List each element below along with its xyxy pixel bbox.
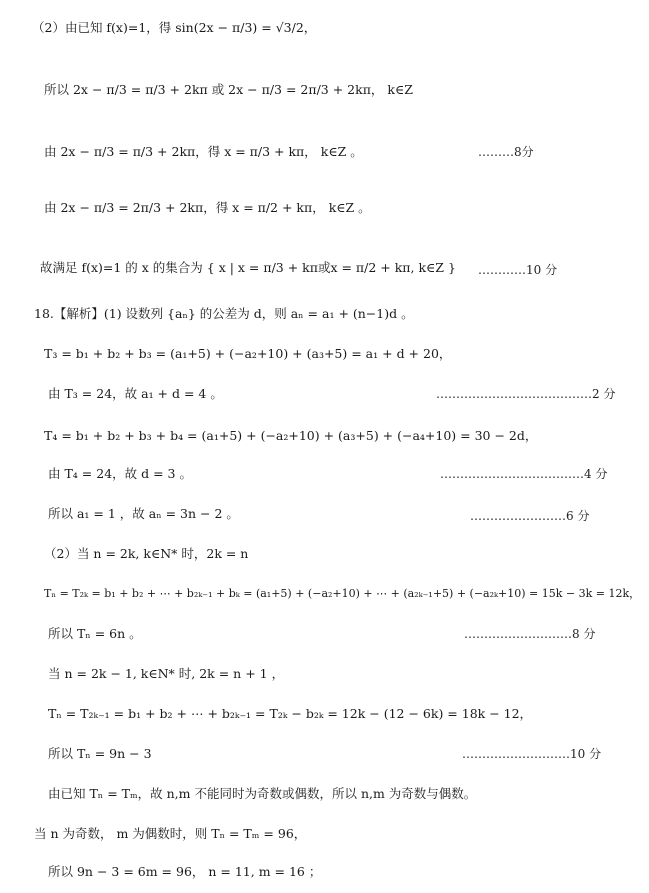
score-6: ……………………6 分: [470, 509, 590, 523]
p2b-line-9: 所以 9n − 3 = 6m = 96， n = 11, m = 16 ；: [48, 864, 322, 879]
p2b-line-2: Tₙ = T₂ₖ = b₁ + b₂ + ⋯ + b₂ₖ₋₁ + bₖ = (a₁+5) + (−a₂+10) + ⋯ + (a₂ₖ₋₁+5) + (−a₂ₖ+10) = 15k − 3k = 12k，: [44, 587, 641, 600]
p2b-line-6: 所以 Tₙ = 9n − 3: [48, 746, 152, 761]
score-8: ………8分: [478, 145, 534, 159]
p2a-line-2: 所以 2x − π/3 = π/3 + 2kπ 或 2x − π/3 = 2π/3 + 2kπ， k∈Z: [44, 82, 413, 97]
q18-line-4: T₄ = b₁ + b₂ + b₃ + b₄ = (a₁+5) + (−a₂+10) + (a₃+5) + (−a₄+10) = 30 − 2d，: [44, 428, 538, 443]
p2b-line-5: Tₙ = T₂ₖ₋₁ = b₁ + b₂ + ⋯ + b₂ₖ₋₁ = T₂ₖ − b₂ₖ = 12k − (12 − 6k) = 18k − 12，: [48, 706, 533, 721]
score-8b: ………………………8 分: [464, 627, 596, 641]
p2b-line-4: 当 n = 2k − 1, k∈N* 时, 2k = n + 1 ，: [48, 666, 285, 681]
q18-line-3: 由 T₃ = 24，故 a₁ + d = 4 。: [48, 386, 223, 401]
score-10b: ………………………10 分: [462, 747, 602, 761]
p2b-line-3: 所以 Tₙ = 6n 。: [48, 626, 142, 641]
q18-line-2: T₃ = b₁ + b₂ + b₃ = (a₁+5) + (−a₂+10) + (a₃+5) = a₁ + d + 20，: [44, 346, 452, 361]
q18-line-1: 18.【解析】(1) 设数列 {aₙ} 的公差为 d，则 aₙ = a₁ + (n−1)d 。: [34, 306, 414, 321]
p2a-line-1: （2）由已知 f(x)=1，得 sin(2x − π/3) = √3/2，: [32, 20, 317, 35]
p2b-line-7: 由已知 Tₙ = Tₘ，故 n,m 不能同时为奇数或偶数，所以 n,m 为奇数与偶数。: [48, 786, 477, 801]
p2b-line-8: 当 n 为奇数， m 为偶数时，则 Tₙ = Tₘ = 96，: [34, 826, 307, 841]
q18-line-6: 所以 a₁ = 1 ，故 aₙ = 3n − 2 。: [48, 506, 239, 521]
q18-line-5: 由 T₄ = 24，故 d = 3 。: [48, 466, 192, 481]
score-2: …………………………………2 分: [436, 387, 616, 401]
score-4: ………………………………4 分: [440, 467, 608, 481]
p2b-line-1: （2）当 n = 2k, k∈N* 时，2k = n: [44, 546, 249, 561]
p2a-line-5: 故满足 f(x)=1 的 x 的集合为 { x | x = π/3 + kπ或x = π/2 + kπ, k∈Z }: [40, 260, 456, 275]
p2a-line-3: 由 2x − π/3 = π/3 + 2kπ，得 x = π/3 + kπ， k∈Z 。: [44, 144, 363, 159]
p2a-line-4: 由 2x − π/3 = 2π/3 + 2kπ，得 x = π/2 + kπ， k∈Z 。: [44, 200, 371, 215]
score-10: …………10 分: [478, 263, 558, 277]
